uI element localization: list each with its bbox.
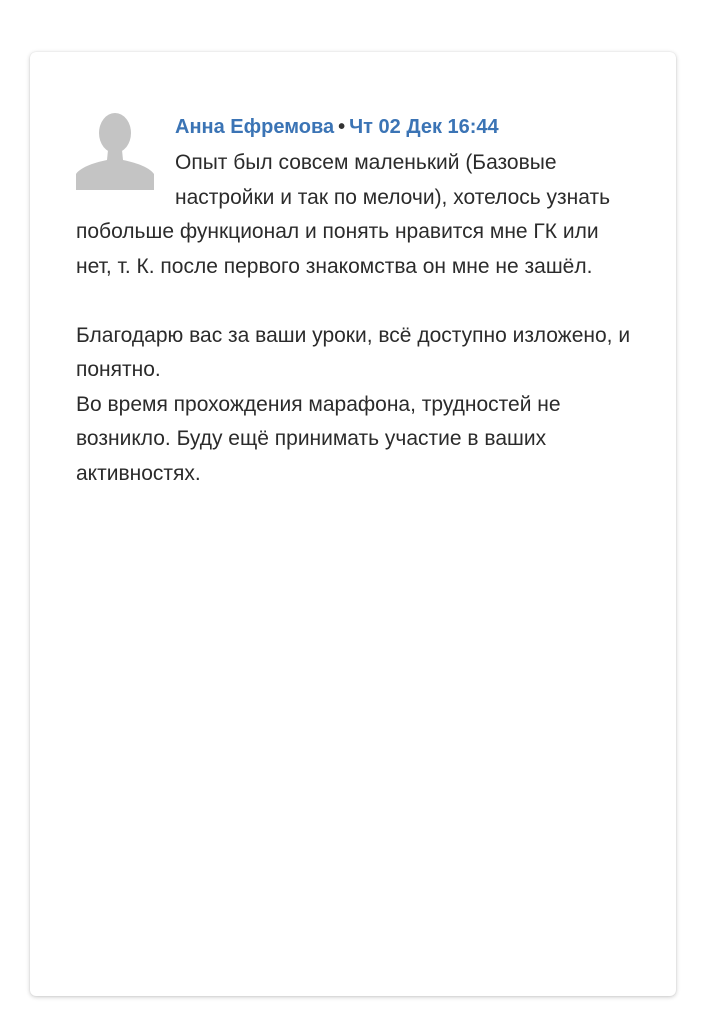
meta-separator: •	[338, 116, 346, 138]
avatar	[76, 110, 154, 190]
comment-text	[76, 146, 636, 491]
comment	[76, 110, 636, 491]
date-link[interactable]: Чт 02 Дек 16:44	[349, 116, 499, 138]
author-link[interactable]: Анна Ефремова	[175, 116, 335, 138]
comment-paragraph: Благодарю вас за ваши уроки, всё доступно изложено, и понятно.	[76, 323, 631, 381]
user-silhouette-icon	[76, 110, 154, 190]
comment-card	[30, 52, 676, 996]
comment-paragraph: Во время прохождения марафона, трудностей не возникло. Буду ещё принимать участие в ваших активностях.	[76, 392, 561, 485]
comment-paragraph: Опыт был совсем маленький (Базовые настройки и так по мелочи), хотелось узнать побольше функционал и понять нравится мне ГК или нет, т. К. после первого знакомства он мне не зашёл.	[76, 151, 611, 278]
comment-meta	[76, 112, 636, 142]
